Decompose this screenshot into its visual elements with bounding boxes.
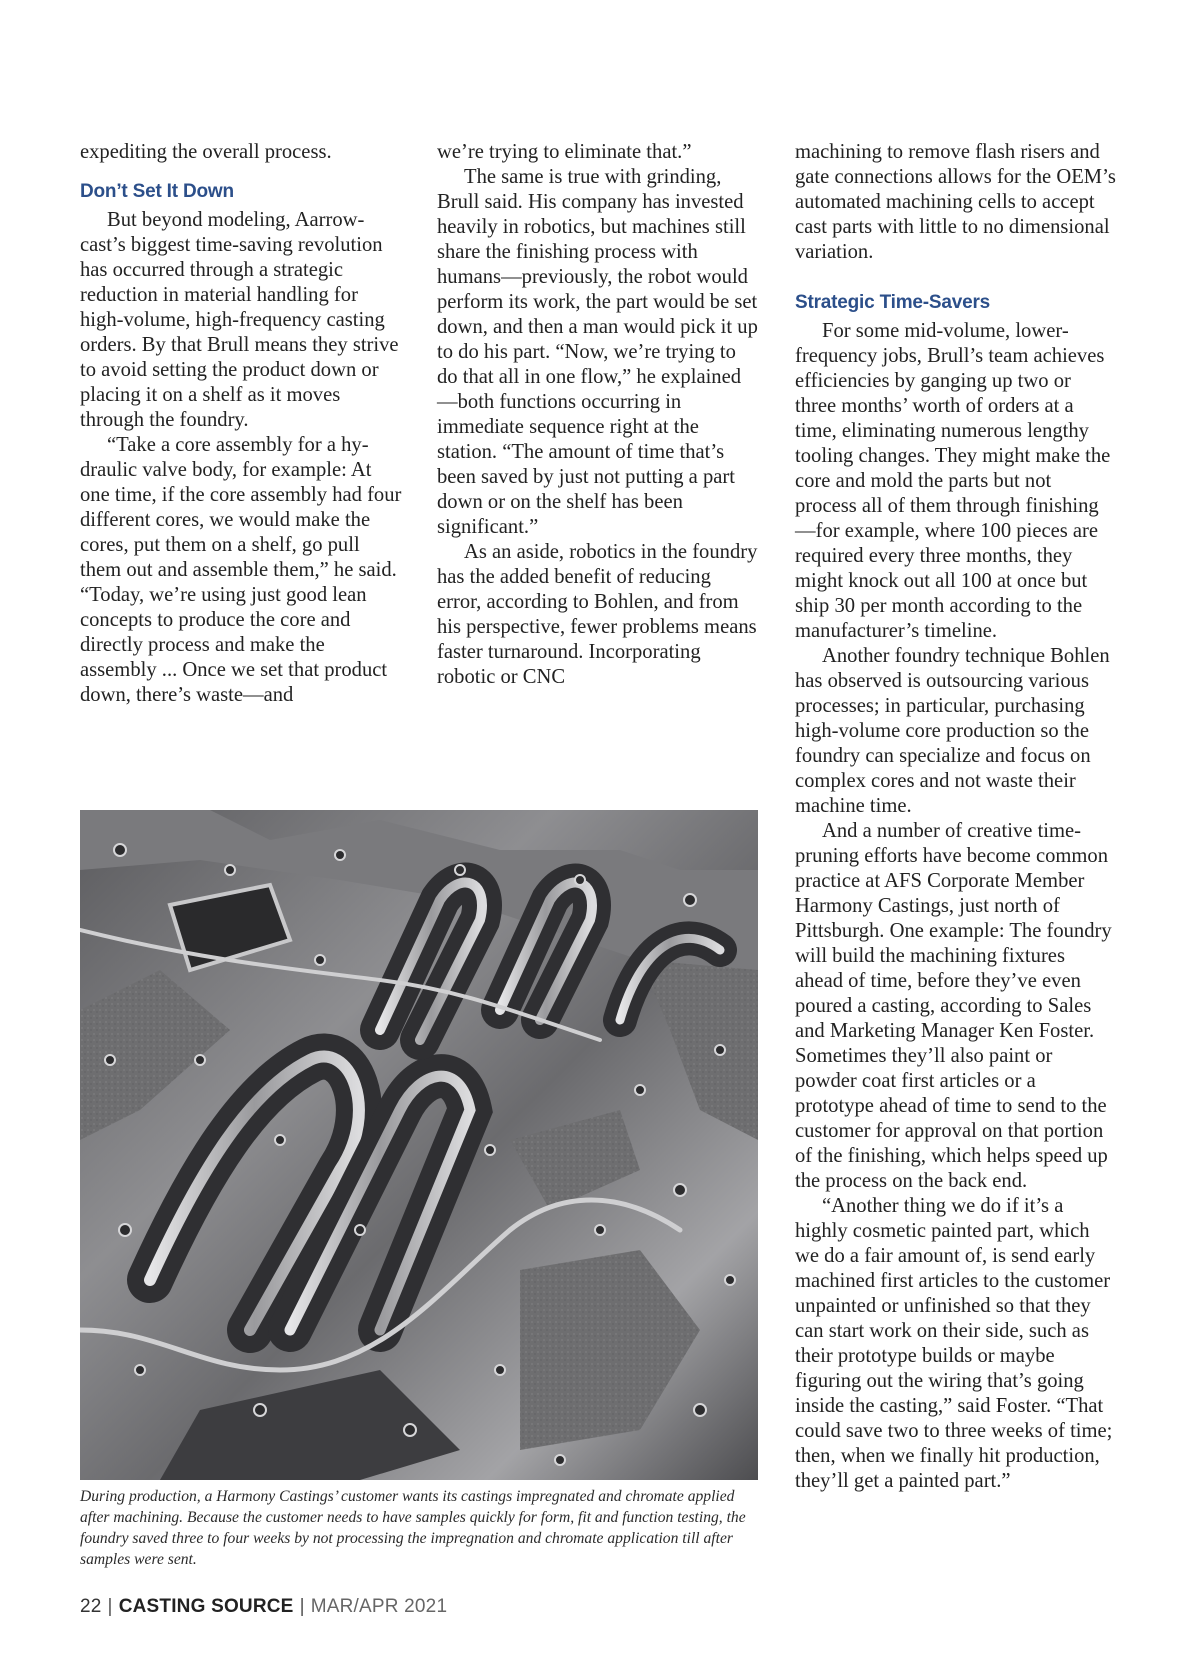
paragraph: As an aside, robotics in the foundry has the added benefit of reducing error, according to Bohlen, and from his perspective, fewer problems means faster turnaround. Incorporating robotic or CNC	[437, 541, 758, 688]
paragraph: expediting the overall process.	[80, 141, 332, 163]
paragraph: The same is true with grinding, Brull said. His company has invested heavily in robotics, but machines still share the finishing process with humans—previously, the robot would perform its work, the part would be set down, and then a man would pick it up to do his part. “Now, we’re trying to do that all in one flow,” he explained—both functions occurring in immediate sequence right at the station. “The amount of time that’s been saved by just not putting a part down or on the shelf has been significant.”	[437, 166, 758, 538]
paragraph: But beyond modeling, Aarrowcast’s biggest time-saving revolution has occurred through a strategic reduction in material handling for high-volume, high-frequency casting orders. By that Brull means they strive to avoid setting the product down or placing it on a shelf as it moves through the foundry.	[80, 209, 399, 431]
magazine-name: CASTING SOURCE	[118, 1596, 294, 1617]
paragraph: machining to remove flash risers and gate connections allows for the OEM’s automated machining cells to accept cast parts with little to no dimensional variation.	[795, 141, 1116, 263]
page-footer	[80, 1596, 447, 1618]
text-column-2	[437, 140, 759, 690]
section-heading: Strategic Time-Savers	[795, 292, 991, 313]
paragraph: Another foundry technique Bohlen has observed is outsourcing various processes; in particular, purchasing high-volume core production so the foundry can specialize and focus on complex cores and not waste their machine time.	[795, 645, 1110, 817]
page-number: 22	[80, 1596, 102, 1617]
paragraph: For some mid-volume, lower-frequency jobs, Brull’s team achieves efficiencies by ganging up two or three months’ worth of orders at a time, eliminating numerous lengthy tooling changes. They might make the core and mold the parts but not process all of them through finishing—for example, where 100 pieces are required every three months, they might knock out all 100 at once but ship 30 per month according to the manufacturer’s timeline.	[795, 320, 1111, 642]
paragraph: we’re trying to eliminate that.”	[437, 141, 692, 163]
text-column-1	[80, 140, 402, 708]
casting-photo	[80, 810, 758, 1480]
section-heading: Don’t Set It Down	[80, 181, 234, 202]
text-column-3	[795, 140, 1117, 1494]
photo-caption: During production, a Harmony Castings’ customer wants its castings impregnated and chromate applied after machining. Because the customer needs to have samples quickly for form, fit and function testing, the foundry saved three to four weeks by not processing the impregnation and chromate application till after samples were sent.	[80, 1488, 746, 1568]
issue-date: MAR/APR 2021	[310, 1596, 448, 1617]
paragraph: “Take a core assembly for a hydraulic valve body, for example: At one time, if the core assembly had four different cores, we would make the cores, put them on a shelf, go pull them out and assemble them,” he said. “Today, we’re using just good lean concepts to produce the core and directly process and make the assembly ... Once we set that product down, there’s waste—and	[80, 434, 402, 706]
paragraph: “Another thing we do if it’s a highly cosmetic painted part, which we do a fair amount of, is send early machined first articles to the customer unpainted or unfinished so that they can start work on their side, such as their prototype builds or maybe figuring out the wiring that’s going inside the casting,” said Foster. “That could save two to three weeks of time; then, when we finally hit production, they’ll get a painted part.”	[795, 1195, 1113, 1492]
footer-separator: |	[107, 1596, 113, 1617]
footer-separator: |	[299, 1596, 305, 1617]
paragraph: And a number of creative time-pruning efforts have become common practice at AFS Corporate Member Harmony Castings, just north of Pittsburgh. One example: The foundry will build the machining fixtures ahead of time, before they’ve even poured a casting, according to Sales and Marketing Manager Ken Foster. Sometimes they’ll also paint or powder coat first articles or a prototype ahead of time to send to the customer for approval on that portion of the finishing, which helps speed up the process on the back end.	[795, 820, 1112, 1192]
